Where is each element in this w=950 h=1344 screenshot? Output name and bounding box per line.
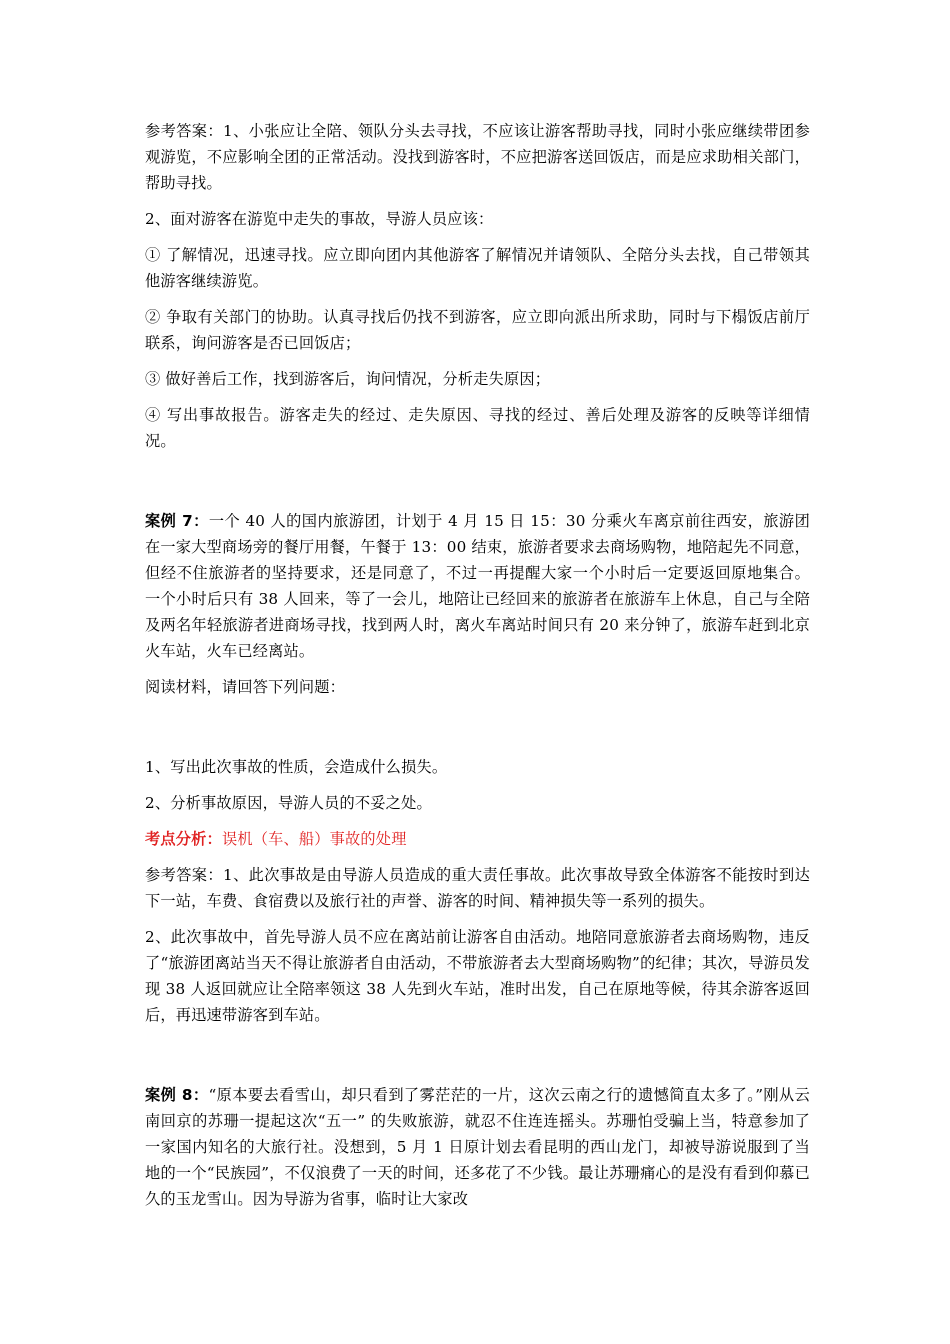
step-1-paragraph: ① 了解情况，迅速寻找。应立即向团内其他游客了解情况并请领队、全陪分头去找，自己带领其他游客继续游览。: [145, 246, 810, 290]
case-7-answer-1: 参考答案：1、此次事故是由导游人员造成的重大责任事故。此次事故导致全体游客不能按时到达下一站，车费、食宿费以及旅行社的声誉、游客的时间、精神损失等一系列的损失。: [145, 866, 810, 910]
case-8-text: “原本要去看雪山，却只看到了雾茫茫的一片，这次云南之行的遗憾简直太多了。”刚从云南回京的苏珊一提起这次“五一” 的失败旅游，就忍不住连连摇头。苏珊怕受骗上当，特意参加了一家国内知名的大旅行社。没想到，5 月 1 日原计划去看昆明的西山龙门，却被导游说服到了当地的一个“民族园”，不仅浪费了一天的时间，还多花了不少钱。最让苏珊痛心的是没有看到仰慕已久的玉龙雪山。因为导游为省事，临时让大家改: [145, 1086, 810, 1208]
case-8-paragraph: [145, 1082, 810, 1212]
question-1: 1、写出此次事故的性质，会造成什么损失。: [145, 758, 448, 776]
analysis-label: 考点分析：: [145, 830, 222, 848]
answer-paragraph-2: 2、面对游客在游览中走失的事故，导游人员应该：: [145, 210, 494, 228]
case-7-answer-2: 2、此次事故中，首先导游人员不应在离站前让游客自由活动。地陪同意旅游者去商场购物，违反了“旅游团离站当天不得让旅游者自由活动，不带旅游者去大型商场购物”的纪律；其次，导游员发现 38 人返回就应让全陪率领这 38 人先到火车站，准时出发，自己在原地等候，待其余游客返回后，再迅速带游客到车站。: [145, 928, 810, 1024]
case-7-label: 案例 7：: [145, 512, 209, 530]
analysis-paragraph: [145, 826, 810, 852]
document-page: [145, 118, 810, 1212]
step-2-paragraph: ② 争取有关部门的协助。认真寻找后仍找不到游客，应立即向派出所求助，同时与下榻饭店前厅联系，询问游客是否已回饭店；: [145, 308, 810, 352]
question-2: 2、分析事故原因，导游人员的不妥之处。: [145, 794, 432, 812]
analysis-text: 误机（车、船）事故的处理: [221, 830, 407, 848]
step-4-paragraph: ④ 写出事故报告。游客走失的经过、走失原因、寻找的经过、善后处理及游客的反映等详细情况。: [145, 406, 810, 450]
step-3-paragraph: ③ 做好善后工作，找到游客后，询问情况，分析走失原因；: [145, 370, 551, 388]
case-7-text: 一个 40 人的国内旅游团，计划于 4 月 15 日 15：30 分乘火车离京前往西安，旅游团在一家大型商场旁的餐厅用餐，午餐于 13：00 结束，旅游者要求去商场购物，地陪起先不同意，但经不住旅游者的坚持要求，还是同意了，不过一再提醒大家一个小时后一定要返回原地集合。 一个小时后只有 38 人回来，等了一会儿，地陪让已经回来的旅游者在旅游车上休息，自己与全陪及两名年轻旅游者进商场寻找，找到两人时，离火车离站时间只有 20 来分钟了，旅游车赶到北京火车站，火车已经离站。: [145, 512, 811, 660]
reading-prompt: 阅读材料，请回答下列问题：: [145, 678, 346, 696]
answer-paragraph-1: 参考答案：1、小张应让全陪、领队分头去寻找，不应该让游客帮助寻找，同时小张应继续带团参观游览，不应影响全团的正常活动。没找到游客时，不应把游客送回饭店，而是应求助相关部门，帮助寻找。: [145, 122, 810, 192]
case-8-label: 案例 8：: [145, 1086, 209, 1104]
case-7-paragraph: [145, 508, 810, 664]
